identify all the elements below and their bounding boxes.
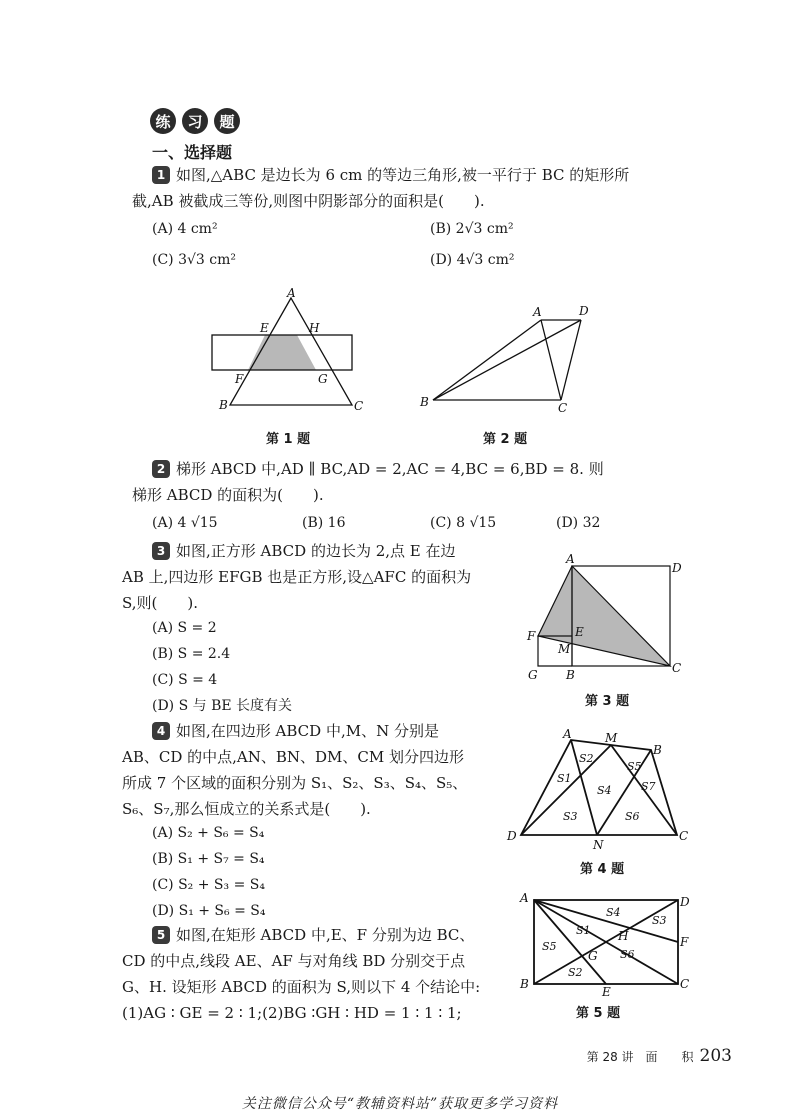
- figure-5: [510, 888, 690, 998]
- point-label: B: [520, 977, 529, 991]
- point-label: F: [235, 372, 244, 386]
- question-text: CD 的中点,线段 AE、AF 与对角线 BD 分别交于点: [122, 952, 466, 970]
- page-footer: [587, 1046, 732, 1066]
- option: (B) S = 2.4: [152, 646, 231, 662]
- region-label: S1: [557, 772, 572, 785]
- point-label: G: [528, 668, 538, 682]
- point-label: C: [679, 829, 689, 843]
- point-label: M: [605, 731, 618, 745]
- question-number: 1: [152, 166, 170, 184]
- region-label: S2: [579, 752, 594, 765]
- point-label: B: [566, 668, 575, 682]
- region-label: S2: [568, 966, 583, 979]
- point-label: G: [588, 949, 598, 963]
- point-label: E: [260, 321, 269, 335]
- question-text: 如图,△ABC 是边长为 6 cm 的等边三角形,被一平行于 BC 的矩形所: [176, 166, 630, 184]
- figure-caption: 第 5 题: [576, 1006, 621, 1021]
- header-char: 习: [182, 108, 208, 134]
- question-text: 如图,在四边形 ABCD 中,M、N 分别是: [176, 722, 439, 740]
- option: (D) S 与 BE 长度有关: [152, 698, 293, 714]
- option: (C) S = 4: [152, 672, 218, 688]
- region-label: S7: [641, 780, 656, 793]
- point-label: D: [672, 561, 682, 575]
- point-label: H: [618, 929, 629, 943]
- question-text: AB、CD 的中点,AN、BN、DM、CM 划分四边形: [122, 748, 464, 766]
- option: (B) 16: [302, 515, 346, 531]
- figure-4: [505, 722, 690, 852]
- point-label: B: [219, 398, 228, 412]
- question-text: (1)AG ∶ GE = 2 ∶ 1;(2)BG ∶GH ∶ HD = 1 ∶ 1 ∶ 1;: [122, 1004, 462, 1022]
- point-label: E: [602, 985, 611, 998]
- question-text: 梯形 ABCD 的面积为( ).: [132, 486, 324, 504]
- figure-caption: 第 2 题: [483, 432, 528, 447]
- point-label: D: [507, 829, 517, 843]
- figure-caption: 第 3 题: [585, 694, 630, 709]
- point-label: B: [420, 395, 429, 409]
- section-title: 一、选择题: [152, 143, 233, 162]
- option: (A) S = 2: [152, 620, 217, 636]
- point-label: C: [672, 661, 682, 675]
- point-label: C: [558, 401, 568, 415]
- figure-caption: 第 1 题: [266, 432, 311, 447]
- question-text: 梯形 ABCD 中,AD ∥ BC,AD = 2,AC = 4,BC = 6,BD = 8. 则: [176, 460, 604, 478]
- page-number: 203: [699, 1046, 732, 1066]
- point-label: F: [680, 935, 689, 949]
- point-label: A: [563, 727, 572, 741]
- option: (B) 2√3 cm²: [430, 221, 514, 237]
- question-text: S,则( ).: [122, 594, 198, 612]
- option: (D) 4√3 cm²: [430, 252, 515, 268]
- region-label: S4: [597, 784, 612, 797]
- figure-2: [415, 300, 595, 415]
- question-text: S₆、S₇,那么恒成立的关系式是( ).: [122, 800, 371, 818]
- figure-caption: 第 4 题: [580, 862, 625, 877]
- question-text: 所成 7 个区域的面积分别为 S₁、S₂、S₃、S₄、S₅、: [122, 774, 468, 792]
- option: (D) 32: [556, 515, 601, 531]
- point-label: E: [575, 625, 584, 639]
- question-text: 截,AB 被截成三等份,则图中阴影部分的面积是( ).: [132, 192, 485, 210]
- region-label: S3: [563, 810, 578, 823]
- region-label: S6: [625, 810, 640, 823]
- region-label: S3: [652, 914, 667, 927]
- point-label: H: [309, 321, 320, 335]
- question-number: 5: [152, 926, 170, 944]
- chapter-label: 第 28 讲 面 积: [586, 1050, 694, 1064]
- point-label: G: [318, 372, 328, 386]
- shaded-region: [248, 335, 316, 370]
- region-label: S6: [620, 948, 635, 961]
- option: (C) 3√3 cm²: [152, 252, 236, 268]
- figure-3: [520, 548, 690, 683]
- question-5: [122, 922, 522, 1026]
- region-label: S4: [606, 906, 621, 919]
- question-number: 2: [152, 460, 170, 478]
- point-label: C: [354, 399, 364, 413]
- exercise-header: [150, 108, 240, 134]
- figure-1: [205, 285, 365, 415]
- point-label: A: [287, 286, 296, 300]
- question-3: [122, 538, 522, 616]
- header-char: 练: [150, 108, 176, 134]
- question-number: 4: [152, 722, 170, 740]
- point-label: D: [680, 895, 690, 909]
- point-label: A: [520, 891, 529, 905]
- watermark: 关注微信公众号“教辅资料站”获取更多学习资料: [241, 1096, 559, 1112]
- region-label: S5: [627, 760, 642, 773]
- point-label: M: [558, 642, 571, 656]
- question-2: [132, 456, 692, 508]
- region-label: S1: [576, 924, 591, 937]
- question-number: 3: [152, 542, 170, 560]
- point-label: N: [593, 838, 604, 852]
- point-label: C: [680, 977, 690, 991]
- region-label: S5: [542, 940, 557, 953]
- question-text: AB 上,四边形 EFGB 也是正方形,设△AFC 的面积为: [122, 568, 472, 586]
- point-label: D: [579, 304, 589, 318]
- question-text: 如图,正方形 ABCD 的边长为 2,点 E 在边: [176, 542, 456, 560]
- option: (C) S₂ + S₃ = S₄: [152, 877, 265, 893]
- option: (A) S₂ + S₆ = S₄: [152, 825, 265, 841]
- question-1: [132, 162, 692, 214]
- option: (D) S₁ + S₆ = S₄: [152, 903, 266, 919]
- option: (A) 4 √15: [152, 515, 218, 531]
- point-label: F: [527, 629, 536, 643]
- point-label: A: [533, 305, 542, 319]
- question-text: 如图,在矩形 ABCD 中,E、F 分别为边 BC、: [176, 926, 475, 944]
- option: (C) 8 √15: [430, 515, 497, 531]
- point-label: B: [653, 743, 662, 757]
- question-text: G、H. 设矩形 ABCD 的面积为 S,则以下 4 个结论中:: [122, 978, 481, 996]
- option: (B) S₁ + S₇ = S₄: [152, 851, 265, 867]
- question-4: [122, 718, 522, 822]
- option: (A) 4 cm²: [152, 221, 218, 237]
- point-label: A: [566, 552, 575, 566]
- header-char: 题: [214, 108, 240, 134]
